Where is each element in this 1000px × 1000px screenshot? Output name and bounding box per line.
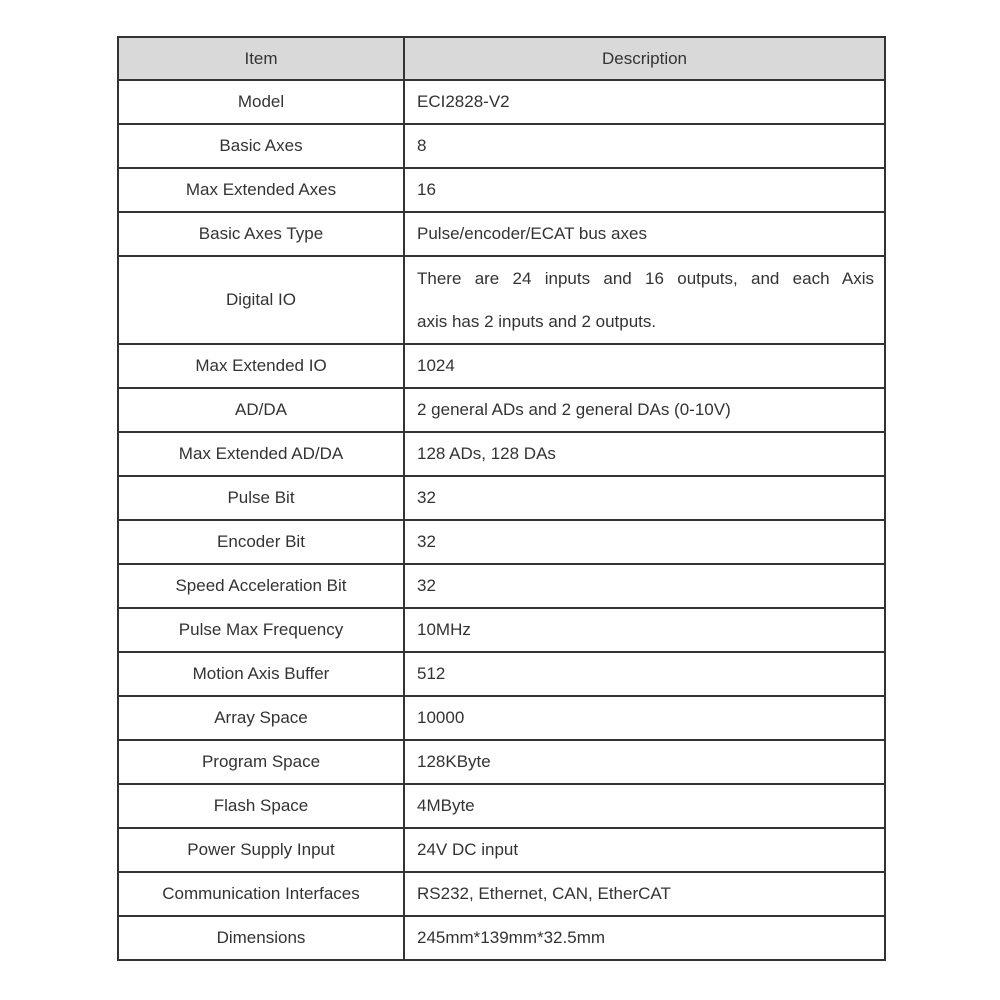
item-cell: Power Supply Input [118, 828, 404, 872]
description-cell: 24V DC input [404, 828, 885, 872]
header-row [118, 37, 885, 80]
item-cell: Max Extended Axes [118, 168, 404, 212]
description-cell: 32 [404, 520, 885, 564]
table-row [118, 652, 885, 696]
item-cell: Dimensions [118, 916, 404, 960]
column-header-description: Description [404, 37, 885, 80]
description-cell: 2 general ADs and 2 general DAs (0-10V) [404, 388, 885, 432]
description-cell: ECI2828-V2 [404, 80, 885, 124]
description-cell: 128KByte [404, 740, 885, 784]
description-cell: 8 [404, 124, 885, 168]
item-cell: Speed Acceleration Bit [118, 564, 404, 608]
item-cell: AD/DA [118, 388, 404, 432]
description-cell: 32 [404, 476, 885, 520]
table-row [118, 80, 885, 124]
table-row [118, 212, 885, 256]
description-cell: 16 [404, 168, 885, 212]
spec-table-body [118, 80, 885, 960]
table-row [118, 564, 885, 608]
item-cell: Pulse Bit [118, 476, 404, 520]
item-cell: Encoder Bit [118, 520, 404, 564]
table-row [118, 256, 885, 344]
item-cell: Array Space [118, 696, 404, 740]
description-cell: Pulse/encoder/ECAT bus axes [404, 212, 885, 256]
item-cell: Max Extended AD/DA [118, 432, 404, 476]
item-cell: Basic Axes [118, 124, 404, 168]
description-cell: 128 ADs, 128 DAs [404, 432, 885, 476]
item-cell: Max Extended IO [118, 344, 404, 388]
description-cell: 245mm*139mm*32.5mm [404, 916, 885, 960]
table-row [118, 168, 885, 212]
item-cell: Model [118, 80, 404, 124]
item-cell: Motion Axis Buffer [118, 652, 404, 696]
spec-table-container [117, 36, 886, 961]
spec-table [117, 36, 886, 961]
description-cell: 32 [404, 564, 885, 608]
table-row [118, 388, 885, 432]
table-row [118, 344, 885, 388]
item-cell: Communication Interfaces [118, 872, 404, 916]
description-cell [404, 256, 885, 344]
spec-table-header [118, 37, 885, 80]
description-cell: RS232, Ethernet, CAN, EtherCAT [404, 872, 885, 916]
item-cell: Program Space [118, 740, 404, 784]
table-row [118, 476, 885, 520]
table-row [118, 124, 885, 168]
table-row [118, 784, 885, 828]
column-header-item: Item [118, 37, 404, 80]
item-cell: Flash Space [118, 784, 404, 828]
description-cell: 512 [404, 652, 885, 696]
table-row [118, 828, 885, 872]
description-cell: 1024 [404, 344, 885, 388]
table-row [118, 740, 885, 784]
description-line: axis has 2 inputs and 2 outputs. [417, 312, 657, 331]
description-line: There are 24 inputs and 16 outputs, and each Axis [417, 269, 874, 288]
item-cell: Basic Axes Type [118, 212, 404, 256]
table-row [118, 916, 885, 960]
table-row [118, 520, 885, 564]
table-row [118, 872, 885, 916]
description-cell: 10MHz [404, 608, 885, 652]
table-row [118, 432, 885, 476]
table-row [118, 608, 885, 652]
table-row [118, 696, 885, 740]
item-cell: Digital IO [118, 256, 404, 344]
item-cell: Pulse Max Frequency [118, 608, 404, 652]
description-cell: 10000 [404, 696, 885, 740]
description-cell: 4MByte [404, 784, 885, 828]
